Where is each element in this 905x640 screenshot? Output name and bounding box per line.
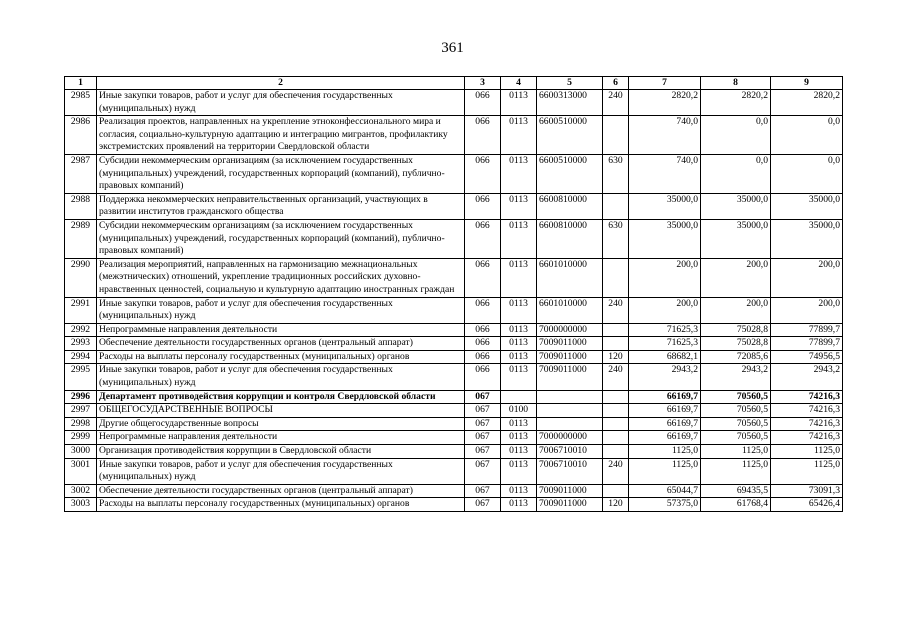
column-header: 6 [603,77,629,90]
target-article-cell: 7009011000 [537,337,603,351]
expense-type-cell: 240 [603,297,629,323]
amount-year2-cell: 61768,4 [701,498,771,512]
row-number-cell: 2998 [65,417,97,431]
item-name-cell: Другие общегосударственные вопросы [97,417,465,431]
target-article-cell [537,404,603,418]
section-code-cell: 0113 [501,323,537,337]
amount-year2-cell: 75028,8 [701,323,771,337]
item-name-cell: Субсидии некоммерческим организациям (за исключением государственных (муниципальных) учреждений, государственных корпораций (компаний), публично-правовых компаний) [97,219,465,258]
item-name-cell: Непрограммные направления деятельности [97,323,465,337]
ministry-code-cell: 067 [465,498,501,512]
table-row [65,219,843,258]
ministry-code-cell: 067 [465,445,501,459]
ministry-code-cell: 066 [465,90,501,116]
amount-year3-cell: 2943,2 [771,364,843,390]
amount-year3-cell: 74956,5 [771,350,843,364]
amount-year3-cell: 200,0 [771,297,843,323]
expense-type-cell [603,258,629,297]
section-code-cell: 0113 [501,297,537,323]
amount-year3-cell: 200,0 [771,258,843,297]
expense-type-cell [603,390,629,404]
row-number-cell: 2991 [65,297,97,323]
ministry-code-cell: 066 [465,337,501,351]
row-number-cell: 2999 [65,431,97,445]
section-code-cell: 0113 [501,219,537,258]
ministry-code-cell: 066 [465,258,501,297]
amount-year2-cell: 72085,6 [701,350,771,364]
expense-type-cell [603,484,629,498]
amount-year1-cell: 1125,0 [629,458,701,484]
section-code-cell: 0113 [501,116,537,155]
amount-year2-cell: 200,0 [701,297,771,323]
amount-year1-cell: 66169,7 [629,431,701,445]
row-number-cell: 3003 [65,498,97,512]
expense-type-cell [603,431,629,445]
target-article-cell: 7000000000 [537,431,603,445]
row-number-cell: 2990 [65,258,97,297]
table-row [65,350,843,364]
table-row [65,364,843,390]
amount-year1-cell: 35000,0 [629,219,701,258]
row-number-cell: 3000 [65,445,97,459]
section-code-cell: 0113 [501,498,537,512]
item-name-cell: Поддержка некоммерческих неправительственных организаций, участвующих в развитии институтов гражданского общества [97,193,465,219]
amount-year3-cell: 1125,0 [771,445,843,459]
amount-year2-cell: 2820,2 [701,90,771,116]
ministry-code-cell: 066 [465,154,501,193]
budget-table [64,76,843,512]
page-number: 361 [441,40,464,56]
amount-year2-cell: 35000,0 [701,193,771,219]
amount-year2-cell: 1125,0 [701,445,771,459]
item-name-cell: Иные закупки товаров, работ и услуг для обеспечения государственных (муниципальных) нужд [97,458,465,484]
expense-type-cell: 120 [603,350,629,364]
amount-year3-cell: 77899,7 [771,337,843,351]
target-article-cell [537,417,603,431]
column-header: 3 [465,77,501,90]
row-number-cell: 3002 [65,484,97,498]
expense-type-cell: 240 [603,458,629,484]
column-header: 7 [629,77,701,90]
amount-year1-cell: 66169,7 [629,417,701,431]
column-header: 9 [771,77,843,90]
ministry-code-cell: 067 [465,431,501,445]
ministry-code-cell: 066 [465,116,501,155]
section-code-cell: 0113 [501,154,537,193]
amount-year1-cell: 71625,3 [629,323,701,337]
amount-year2-cell: 70560,5 [701,431,771,445]
target-article-cell: 6600810000 [537,193,603,219]
expense-type-cell [603,323,629,337]
amount-year3-cell: 0,0 [771,116,843,155]
amount-year1-cell: 2820,2 [629,90,701,116]
table-header-row [65,77,843,90]
item-name-cell: Обеспечение деятельности государственных органов (центральный аппарат) [97,337,465,351]
target-article-cell: 7000000000 [537,323,603,337]
row-number-cell: 2988 [65,193,97,219]
table-row [65,193,843,219]
ministry-code-cell: 067 [465,417,501,431]
amount-year3-cell: 74216,3 [771,417,843,431]
item-name-cell: Реализация проектов, направленных на укрепление этноконфессионального мира и согласия, социально-культурную адаптацию и интеграцию мигрантов, профилактику экстремистских проявлений на территории Свердловской области [97,116,465,155]
amount-year1-cell: 65044,7 [629,484,701,498]
table-row [65,431,843,445]
amount-year2-cell: 70560,5 [701,404,771,418]
expense-type-cell [603,404,629,418]
section-code-cell: 0113 [501,484,537,498]
amount-year3-cell: 35000,0 [771,219,843,258]
section-code-cell: 0100 [501,404,537,418]
table-row [65,154,843,193]
item-name-cell: ОБЩЕГОСУДАРСТВЕННЫЕ ВОПРОСЫ [97,404,465,418]
amount-year3-cell: 74216,3 [771,390,843,404]
target-article-cell: 7006710010 [537,458,603,484]
item-name-cell: Иные закупки товаров, работ и услуг для обеспечения государственных (муниципальных) нужд [97,297,465,323]
amount-year1-cell: 68682,1 [629,350,701,364]
ministry-code-cell: 066 [465,193,501,219]
amount-year2-cell: 2943,2 [701,364,771,390]
table-row [65,297,843,323]
section-code-cell: 0113 [501,364,537,390]
expense-type-cell [603,116,629,155]
item-name-cell: Реализация мероприятий, направленных на гармонизацию межнациональных (межэтнических) отношений, укрепление традиционных российских духовно-нравственных ценностей, социальную и культурную адаптацию иностранных граждан [97,258,465,297]
amount-year2-cell: 200,0 [701,258,771,297]
column-header: 1 [65,77,97,90]
amount-year2-cell: 1125,0 [701,458,771,484]
row-number-cell: 2987 [65,154,97,193]
table-row [65,445,843,459]
item-name-cell: Иные закупки товаров, работ и услуг для обеспечения государственных (муниципальных) нужд [97,90,465,116]
amount-year1-cell: 740,0 [629,116,701,155]
ministry-code-cell: 067 [465,390,501,404]
table-row [65,484,843,498]
expense-type-cell: 630 [603,154,629,193]
amount-year3-cell: 35000,0 [771,193,843,219]
table-row [65,498,843,512]
expense-type-cell: 120 [603,498,629,512]
ministry-code-cell: 066 [465,364,501,390]
table-row [65,116,843,155]
table-row [65,417,843,431]
item-name-cell: Обеспечение деятельности государственных органов (центральный аппарат) [97,484,465,498]
row-number-cell: 2985 [65,90,97,116]
item-name-cell: Расходы на выплаты персоналу государственных (муниципальных) органов [97,350,465,364]
table-row [65,323,843,337]
section-code-cell: 0113 [501,337,537,351]
amount-year1-cell: 200,0 [629,258,701,297]
section-code-cell: 0113 [501,445,537,459]
row-number-cell: 2996 [65,390,97,404]
amount-year1-cell: 57375,0 [629,498,701,512]
amount-year1-cell: 2943,2 [629,364,701,390]
target-article-cell: 7009011000 [537,498,603,512]
amount-year3-cell: 65426,4 [771,498,843,512]
table-row [65,258,843,297]
target-article-cell: 7009011000 [537,484,603,498]
row-number-cell: 2997 [65,404,97,418]
amount-year2-cell: 75028,8 [701,337,771,351]
amount-year1-cell: 35000,0 [629,193,701,219]
expense-type-cell: 240 [603,364,629,390]
ministry-code-cell: 067 [465,404,501,418]
target-article-cell: 6600510000 [537,154,603,193]
amount-year3-cell: 1125,0 [771,458,843,484]
column-header: 4 [501,77,537,90]
item-name-cell: Организация противодействия коррупции в Свердловской области [97,445,465,459]
section-code-cell: 0113 [501,350,537,364]
table-row [65,390,843,404]
amount-year1-cell: 740,0 [629,154,701,193]
section-code-cell: 0113 [501,90,537,116]
column-header: 5 [537,77,603,90]
section-code-cell: 0113 [501,458,537,484]
expense-type-cell [603,337,629,351]
ministry-code-cell: 066 [465,219,501,258]
amount-year1-cell: 66169,7 [629,404,701,418]
section-code-cell: 0113 [501,258,537,297]
table-row [65,337,843,351]
amount-year1-cell: 71625,3 [629,337,701,351]
target-article-cell [537,390,603,404]
amount-year2-cell: 70560,5 [701,390,771,404]
amount-year1-cell: 66169,7 [629,390,701,404]
row-number-cell: 2992 [65,323,97,337]
amount-year3-cell: 2820,2 [771,90,843,116]
section-code-cell: 0113 [501,431,537,445]
table-row [65,404,843,418]
column-header: 8 [701,77,771,90]
amount-year2-cell: 69435,5 [701,484,771,498]
expense-type-cell [603,445,629,459]
section-code-cell [501,390,537,404]
row-number-cell: 2989 [65,219,97,258]
amount-year3-cell: 73091,3 [771,484,843,498]
row-number-cell: 3001 [65,458,97,484]
column-header: 2 [97,77,465,90]
amount-year1-cell: 200,0 [629,297,701,323]
table-row [65,90,843,116]
table-row [65,458,843,484]
target-article-cell: 7009011000 [537,364,603,390]
item-name-cell: Иные закупки товаров, работ и услуг для обеспечения государственных (муниципальных) нужд [97,364,465,390]
amount-year3-cell: 0,0 [771,154,843,193]
expense-type-cell: 240 [603,90,629,116]
row-number-cell: 2995 [65,364,97,390]
ministry-code-cell: 067 [465,458,501,484]
ministry-code-cell: 066 [465,297,501,323]
amount-year3-cell: 74216,3 [771,431,843,445]
target-article-cell: 7009011000 [537,350,603,364]
target-article-cell: 6600810000 [537,219,603,258]
item-name-cell: Департамент противодействия коррупции и контроля Свердловской области [97,390,465,404]
target-article-cell: 6601010000 [537,258,603,297]
expense-type-cell [603,417,629,431]
row-number-cell: 2993 [65,337,97,351]
ministry-code-cell: 067 [465,484,501,498]
expense-type-cell: 630 [603,219,629,258]
target-article-cell: 7006710010 [537,445,603,459]
amount-year3-cell: 74216,3 [771,404,843,418]
expense-type-cell [603,193,629,219]
row-number-cell: 2986 [65,116,97,155]
item-name-cell: Расходы на выплаты персоналу государственных (муниципальных) органов [97,498,465,512]
section-code-cell: 0113 [501,417,537,431]
row-number-cell: 2994 [65,350,97,364]
target-article-cell: 6600510000 [537,116,603,155]
table-body [65,90,843,512]
target-article-cell: 6600313000 [537,90,603,116]
amount-year2-cell: 35000,0 [701,219,771,258]
amount-year2-cell: 0,0 [701,154,771,193]
ministry-code-cell: 066 [465,323,501,337]
amount-year2-cell: 0,0 [701,116,771,155]
section-code-cell: 0113 [501,193,537,219]
amount-year1-cell: 1125,0 [629,445,701,459]
amount-year2-cell: 70560,5 [701,417,771,431]
target-article-cell: 6601010000 [537,297,603,323]
ministry-code-cell: 066 [465,350,501,364]
item-name-cell: Непрограммные направления деятельности [97,431,465,445]
item-name-cell: Субсидии некоммерческим организациям (за исключением государственных (муниципальных) учреждений, государственных корпораций (компаний), публично-правовых компаний) [97,154,465,193]
amount-year3-cell: 77899,7 [771,323,843,337]
